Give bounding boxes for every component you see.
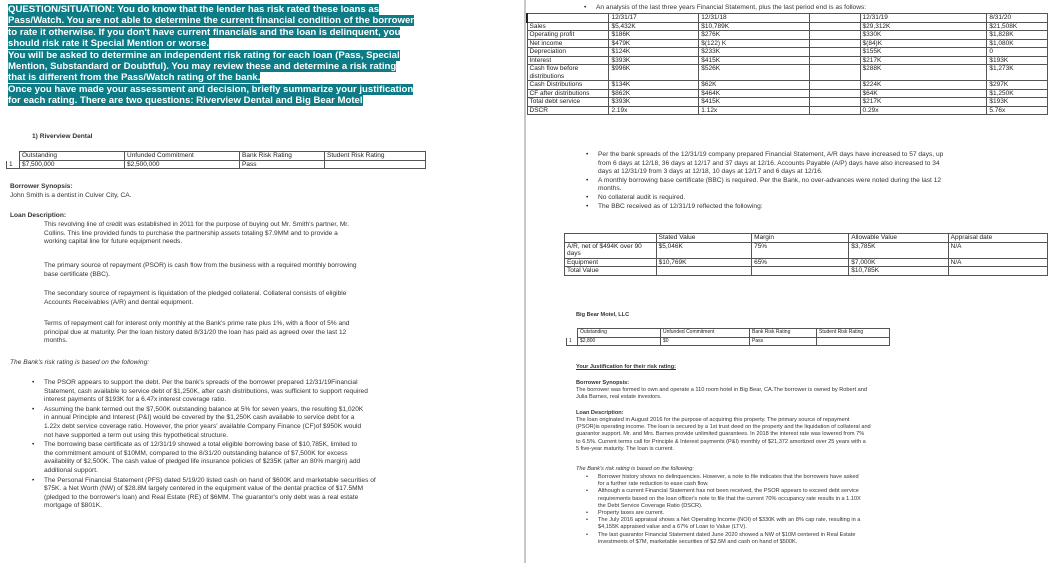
row-number: 1 bbox=[567, 337, 578, 346]
table-cell: N/A bbox=[948, 242, 1047, 258]
table-header: Stated Value bbox=[656, 234, 751, 243]
table-header-row bbox=[527, 14, 1048, 23]
table-cell: Pass bbox=[240, 160, 325, 169]
table-cell: $288K bbox=[860, 65, 987, 81]
table-cell: $124K bbox=[609, 48, 699, 57]
table-row bbox=[527, 89, 1048, 98]
list-item: • The PSOR appears to support the debt. Per the bank's spreads of the borrower prepared 12/31/19Financial Statement, cash available to service debt of $1,250K, after cash distributions, was sufficient to support required interest payments of $193K for a 6.47x interest coverage ratio. bbox=[30, 379, 500, 405]
table-header: 12/31/17 bbox=[609, 14, 699, 23]
borrower-synopsis-text: John Smith is a dentist in Culver City, CA. bbox=[10, 192, 132, 199]
list-item: • Property taxes are current. bbox=[584, 510, 1004, 517]
table-header: Unfunded Commitment bbox=[125, 152, 240, 161]
table-row bbox=[527, 48, 1048, 57]
row-label: Operating profit bbox=[527, 31, 609, 40]
table-cell: $(84)K bbox=[860, 39, 987, 48]
rating-basis-heading: The Bank's risk rating is based on the following: bbox=[10, 359, 150, 366]
table-cell: 5.76x bbox=[987, 106, 1048, 115]
list-item: • The July 2016 appraisal shows a Net Operating Income (NOI) of $330K with an 8% cap rate, resulting in a $4,155K appraised value and a 67% of Loan to Value (LTV). bbox=[584, 517, 1004, 531]
table-cell: $415K bbox=[699, 56, 809, 65]
table-cell: $479K bbox=[609, 39, 699, 48]
bbc-table bbox=[564, 233, 1048, 276]
loan-description: This revolving line of credit was established in 2011 for the purpose of buying out Mr. Smith's partner, Mr. Collins. This line provided funds to purchase the partnership assets totaling $7.9MM and to provide a working capital line for future equipment needs. bbox=[44, 221, 349, 246]
table-cell: $10,789K bbox=[699, 22, 809, 31]
row-label: Cash Distributions bbox=[527, 81, 609, 90]
table-cell: 65% bbox=[752, 258, 849, 267]
row-label: DSCR bbox=[527, 106, 609, 115]
table-cell: $64K bbox=[860, 89, 987, 98]
table-header: Outstanding bbox=[20, 152, 125, 161]
table-header: Margin bbox=[752, 234, 849, 243]
bigbear-heading: Big Bear Motel, LLC bbox=[576, 312, 630, 318]
table-cell: $297K bbox=[987, 81, 1048, 90]
table-cell: $193K bbox=[987, 56, 1048, 65]
table-cell: 2.19x bbox=[609, 106, 699, 115]
table-row bbox=[565, 267, 1048, 276]
table-header bbox=[809, 14, 860, 23]
table-cell: $1,273K bbox=[987, 65, 1048, 81]
question-line: Mention, Substandard or Doubtful). You may review these and determine a risk rating bbox=[8, 61, 397, 73]
table-header: Student Risk Rating bbox=[817, 329, 890, 338]
table-cell: $233K bbox=[699, 48, 809, 57]
table-cell: $862K bbox=[609, 89, 699, 98]
bigbear-bullet-list bbox=[584, 474, 1004, 546]
table-row bbox=[527, 22, 1048, 31]
table-row bbox=[527, 98, 1048, 107]
list-item: • The last guarantor Financial Statement dated June 2020 showed a NW of $10M centered in Real Estate investments of $7M, marketable securities of $2.5M and cash on hand of $500K. bbox=[584, 532, 1004, 546]
bigbear-synopsis-label: Borrower Synopsis: bbox=[576, 380, 630, 386]
question-line: should risk rate it Special Mention or worse. bbox=[8, 38, 209, 50]
riverview-bullet-list bbox=[30, 379, 500, 511]
table-cell bbox=[948, 267, 1047, 276]
table-cell: $10,785K bbox=[849, 267, 948, 276]
question-line: to rate it otherwise. If you don't have current financials and the loan is delinquent, you bbox=[8, 26, 401, 38]
list-item: • The BBC received as of 12/31/19 reflected the following: bbox=[584, 203, 1032, 212]
list-item: • Assuming the bank termed out the $7,500K outstanding balance at 5% for seven years, the resulting $1,020K in annual Principle and Interest (P&I) would be covered by the $1,250K cash available to service debt for a 1.22x debt service coverage ratio. However, the prior years' available Company Finance (CF)of $950K would not have supported a term out using this hypothetical structure. bbox=[30, 406, 500, 440]
bigbear-rating-basis: The Bank's risk rating is based on the following: bbox=[576, 466, 694, 472]
row-number: 1 bbox=[7, 160, 20, 169]
table-cell: $3,785K bbox=[849, 242, 948, 258]
table-header: 12/31/19 bbox=[860, 14, 987, 23]
analysis-bullet-list bbox=[584, 151, 1032, 211]
question-line: Once you have made your assessment and decision, briefly summarize your justification bbox=[8, 83, 414, 95]
table-cell: $224K bbox=[860, 81, 987, 90]
question-line: for each rating. There are two questions: Riverview Dental and Big Bear Motel bbox=[8, 95, 363, 107]
loan-description-label: Loan Description: bbox=[10, 212, 67, 219]
student-risk-rating-cell[interactable] bbox=[325, 160, 426, 169]
list-item: • Per the bank spreads of the 12/31/19 company prepared Financial Statement, A/R days have increased to 57 days, up from 6 days at 12/18, 36 days at 12/17 and 37 days at 12/16. Accounts Payable (A/P) days have also increased to 34 days at 12/31/19 from 3 days at 12/18, 10 days at 12/17 and 6 days at 12/16. bbox=[584, 151, 1032, 177]
table-cell: $2,800 bbox=[578, 337, 661, 346]
list-item: • An analysis of the last three years Financial Statement, plus the last period end is as follows: bbox=[582, 4, 1022, 13]
table-row bbox=[527, 39, 1048, 48]
table-cell: $186K bbox=[609, 31, 699, 40]
table-cell: $464K bbox=[699, 89, 809, 98]
table-cell: 0.29x bbox=[860, 106, 987, 115]
row-label: Interest bbox=[527, 56, 609, 65]
table-header bbox=[527, 14, 609, 23]
table-header: 12/31/18 bbox=[699, 14, 809, 23]
table-cell: $5,432K bbox=[609, 22, 699, 31]
table-cell: $155K bbox=[860, 48, 987, 57]
row-label: Total Value bbox=[565, 267, 657, 276]
bigbear-synopsis: The borrower was formed to own and operate a 110 room hotel in Big Bear, CA.The borrower is owned by Robert and Julia Barnes, real estate investors. bbox=[576, 387, 867, 401]
table-cell: 75% bbox=[752, 242, 849, 258]
table-row bbox=[527, 106, 1048, 115]
table-header: Outstanding bbox=[578, 329, 661, 338]
table-cell bbox=[809, 81, 860, 90]
table-row bbox=[527, 31, 1048, 40]
table-cell: $(122) K bbox=[699, 39, 809, 48]
table-cell: $415K bbox=[699, 98, 809, 107]
table-cell: $217K bbox=[860, 98, 987, 107]
bigbear-summary-table bbox=[566, 328, 890, 346]
table-header: Bank Risk Rating bbox=[240, 152, 325, 161]
table-row bbox=[527, 56, 1048, 65]
primary-source-paragraph: The primary source of repayment (PSOR) is cash flow from the business with a required monthly borrowing base certificate (BBC). bbox=[44, 262, 357, 278]
question-block bbox=[8, 4, 433, 107]
table-cell bbox=[809, 48, 860, 57]
bigbear-loan-description: The loan originated in August 2016 for the purpose of acquiring this property. The primary source of repayment (PSOR)is operating income. The loan is secured by a 1st trust deed on the property and the liquidation of collateral and guarantor support. Mr. and Mrs. Barnes provide unlimited guarantees. In 2018 the interest rate was lowered from 7% to 6.5%. Current terms call for Principle & Interest payments (P&I) monthly of $21,372 amortized over 25 years with a 5 five-year maturity. The loan is current. bbox=[576, 417, 871, 452]
table-cell: N/A bbox=[948, 258, 1047, 267]
table-cell: $7,500,000 bbox=[20, 160, 125, 169]
table-cell: $134K bbox=[609, 81, 699, 90]
table-cell: $526K bbox=[699, 65, 809, 81]
list-item: • A monthly borrowing base certificate (BBC) is required. Per the Bank, no over-advances were noted during the last 12 months. bbox=[584, 177, 1032, 194]
table-cell bbox=[809, 56, 860, 65]
secondary-source-paragraph: The secondary source of repayment is liquidation of the pledged collateral. Collateral consists of eligible Accounts Receivables (A/R) and dental equipment. bbox=[44, 290, 347, 306]
list-item: • No collateral audit is required. bbox=[584, 194, 1032, 203]
table-cell bbox=[809, 98, 860, 107]
list-item: • Although a current Financial Statement has not been received, the PSOR appears to exceed debt service requirements based on the loan officer's note to file that the current 70% occupancy rate results in a 1.10X the Debt Service Coverage Ratio (DSCR). bbox=[584, 488, 1004, 510]
row-label: Equipment bbox=[565, 258, 657, 267]
question-line: that is different from the Pass/Watch rating of the bank. bbox=[8, 72, 261, 84]
table-cell: $193K bbox=[987, 98, 1048, 107]
terms-paragraph: Terms of repayment call for interest only monthly at the Bank's prime rate plus 1%, with a floor of 5% and principal due at maturity. Per the loan history dated 8/31/20 the loan has paid as agreed over the last 12 months. bbox=[44, 320, 350, 345]
row-label: Total debt service bbox=[527, 98, 609, 107]
table-cell: $996K bbox=[609, 65, 699, 81]
table-header: 8/31/20 bbox=[987, 14, 1048, 23]
riverview-heading: 1) Riverview Dental bbox=[32, 133, 93, 140]
table-cell bbox=[809, 31, 860, 40]
table-cell bbox=[752, 267, 849, 276]
table-cell: $330K bbox=[860, 31, 987, 40]
question-line: Pass/Watch. You are not able to determine the current financial condition of the borrower bbox=[8, 15, 415, 27]
table-cell bbox=[809, 22, 860, 31]
list-item: • The borrowing base certificate as of 12/31/19 showed a total eligible borrowing base of $10,785K, limited to the commitment amount of $10MM, compared to the 8/31/20 outstanding balance of $7,500K for excess availability of $2,500K. The cash value of pledged life insurance policies of $235K (after an 80% margin) add additional support. bbox=[30, 441, 500, 475]
question-line: QUESTION/SITUATION: You do know that the lender has risk rated these loans as bbox=[8, 4, 380, 15]
table-cell: $10,769K bbox=[656, 258, 751, 267]
table-header: Bank Risk Rating bbox=[750, 329, 817, 338]
table-cell: $1,250K bbox=[987, 89, 1048, 98]
table-cell: $1,080K bbox=[987, 39, 1048, 48]
table-header: Unfunded Commitment bbox=[661, 329, 750, 338]
justification-label: Your Justification for their risk rating: bbox=[576, 364, 676, 370]
table-row bbox=[527, 65, 1048, 81]
row-label: A/R, net of $494K over 90 days bbox=[565, 242, 657, 258]
riverview-summary-table bbox=[6, 151, 426, 169]
table-row bbox=[565, 258, 1048, 267]
table-cell: $393K bbox=[609, 98, 699, 107]
table-cell bbox=[809, 106, 860, 115]
table-cell: $276K bbox=[699, 31, 809, 40]
table-cell: $1,828K bbox=[987, 31, 1048, 40]
table-row bbox=[527, 81, 1048, 90]
table-cell: Pass bbox=[750, 337, 817, 346]
row-label: Cash flow before distributions bbox=[527, 65, 609, 81]
table-header: Allowable Value bbox=[849, 234, 948, 243]
table-cell bbox=[809, 39, 860, 48]
table-header: Appraisal date bbox=[948, 234, 1047, 243]
row-label: Depreciation bbox=[527, 48, 609, 57]
row-label: CF after distributions bbox=[527, 89, 609, 98]
table-cell: 0 bbox=[987, 48, 1048, 57]
right-page bbox=[526, 0, 1048, 563]
table-cell: $62K bbox=[699, 81, 809, 90]
table-cell bbox=[809, 65, 860, 81]
table-cell: 1.12x bbox=[699, 106, 809, 115]
table-cell: $29,312K bbox=[860, 22, 987, 31]
row-label: Sales bbox=[527, 22, 609, 31]
analysis-intro bbox=[582, 4, 1022, 13]
table-cell: $393K bbox=[609, 56, 699, 65]
row-label: Net income bbox=[527, 39, 609, 48]
list-item: • The Personal Financial Statement (PFS) dated 5/19/20 listed cash on hand of $600K and marketable securities of $75K. a Net Worth (NW) of $28.8M largely centered in the equipment value of the dental practice of $17.5MM (pledged to the borrower's loan) and Real Estate (RE) of $6MM. The guarantor's only debt was a real estate mortgage of $801K. bbox=[30, 477, 500, 511]
question-line: You will be asked to determine an independent risk rating for each loan (Pass, Special bbox=[8, 49, 400, 61]
table-cell: $217K bbox=[860, 56, 987, 65]
borrower-synopsis-label: Borrower Synopsis: bbox=[10, 183, 73, 190]
bigbear-loan-description-label: Loan Description: bbox=[576, 410, 624, 416]
table-cell: $2,500,000 bbox=[125, 160, 240, 169]
table-row bbox=[565, 242, 1048, 258]
table-header-row bbox=[565, 234, 1048, 243]
table-cell: $7,000K bbox=[849, 258, 948, 267]
table-header bbox=[565, 234, 657, 243]
table-header: Student Risk Rating bbox=[325, 152, 426, 161]
table-cell: $21,508K bbox=[987, 22, 1048, 31]
list-item: • Borrower history shows no delinquencies. However, a note to file indicates that the borrowers have asked for a further rate reduction to ease cash flow. bbox=[584, 474, 1004, 488]
table-cell: $5,046K bbox=[656, 242, 751, 258]
table-cell bbox=[809, 89, 860, 98]
financial-analysis-table bbox=[526, 13, 1048, 115]
student-risk-rating-cell[interactable] bbox=[817, 337, 890, 346]
table-cell: $0 bbox=[661, 337, 750, 346]
table-cell bbox=[656, 267, 751, 276]
